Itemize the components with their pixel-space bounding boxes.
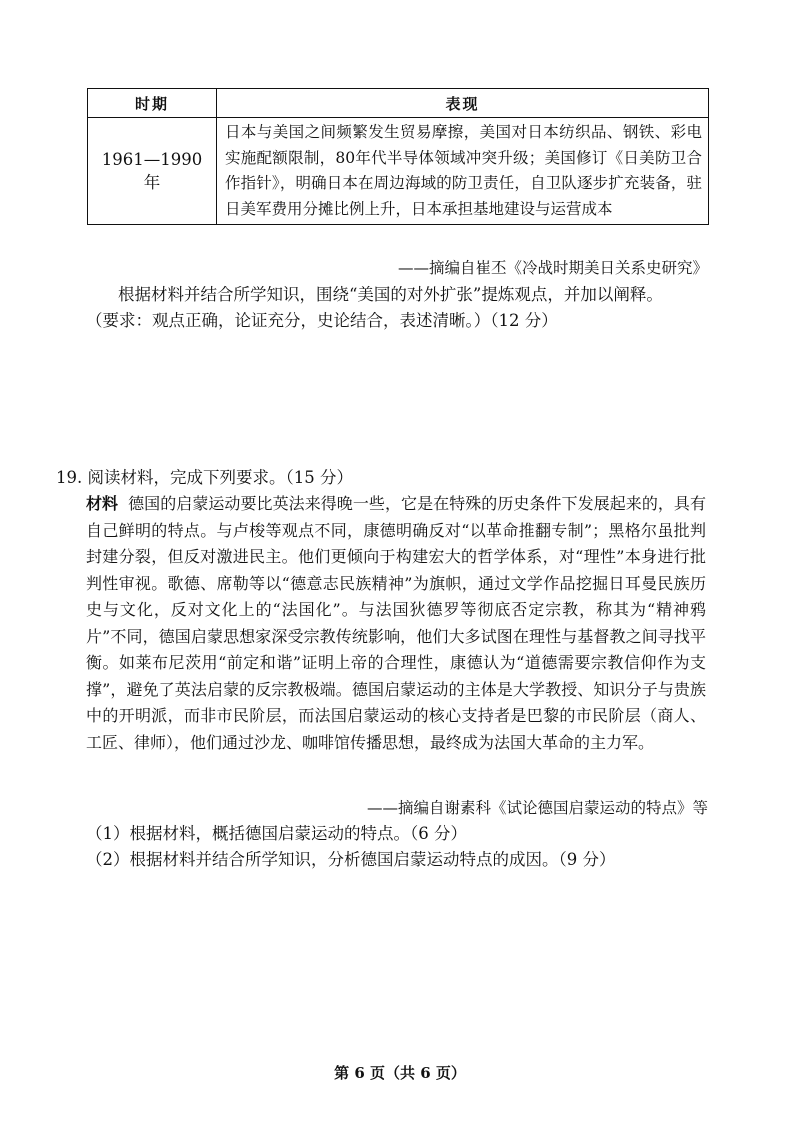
q19-material <box>86 491 706 756</box>
q18-requirements: （要求：观点正确，论证充分，史论结合，表述清晰。）（12 分） <box>86 311 558 330</box>
q19-header: 19. 阅读材料，完成下列要求。（15 分） <box>56 468 353 487</box>
material-text: 德国的启蒙运动要比英法来得晚一些，它是在特殊的历史条件下发展起来的，具有自己鲜明的特点。与卢梭等观点不同，康德明确反对“以革命推翻专制”；黑格尔虽批判封建分裂，但反对激进民主。他们更倾向于构建宏大的哲学体系，对“理性”本身进行批判性审视。歌德、席勒等以“德意志民族精神”为旗帜，通过文学作品挖掘日耳曼民族历史与文化，反对文化上的“法国化”。与法国狄德罗等彻底否定宗教，称其为“精神鸦片”不同，德国启蒙思想家深受宗教传统影响，他们大多试图在理性与基督教之间寻找平衡。如莱布尼茨用“前定和谐”证明上帝的合理性，康德认为“道德需要宗教信仰作为支撑”，避免了英法启蒙的反宗教极端。德国启蒙运动的主体是大学教授、知识分子与贵族中的开明派，而非市民阶层，而法国启蒙运动的核心支持者是巴黎的市民阶层（商人、工匠、律师），他们通过沙龙、咖啡馆传播思想，最终成为法国大革命的主力军。 <box>86 494 706 752</box>
page-footer: 第 6 页（共 6 页） <box>334 1064 466 1082</box>
q19-source: ——摘编自谢素科《试论德国启蒙运动的特点》等 <box>366 799 708 817</box>
row-period: 1961—1990 年 <box>88 118 217 225</box>
table-header-row <box>88 89 709 118</box>
header-period: 时期 <box>88 89 217 118</box>
q18-prompt: 根据材料并结合所学知识，围绕“美国的对外扩张”提炼观点，并加以阐释。 <box>118 285 663 304</box>
material-label: 材料 <box>86 494 119 513</box>
q19-subquestion-1: （1）根据材料，概括德国启蒙运动的特点。（6 分） <box>86 824 467 843</box>
table-row <box>88 118 709 225</box>
q19-subquestion-2: （2）根据材料并结合所学知识，分析德国启蒙运动特点的成因。（9 分） <box>86 850 616 869</box>
q18-source: ——摘编自崔丕《冷战时期美日关系史研究》 <box>397 259 708 277</box>
row-description: 日本与美国之间频繁发生贸易摩擦，美国对日本纺织品、钢铁、彩电实施配额限制，80年代半导体领域冲突升级；美国修订《日美防卫合作指针》，明确日本在周边海域的防卫责任，自卫队逐步扩充装备，驻日美军费用分摊比例上升，日本承担基地建设与运营成本 <box>217 118 709 225</box>
history-table <box>87 88 709 225</box>
header-description: 表现 <box>217 89 709 118</box>
